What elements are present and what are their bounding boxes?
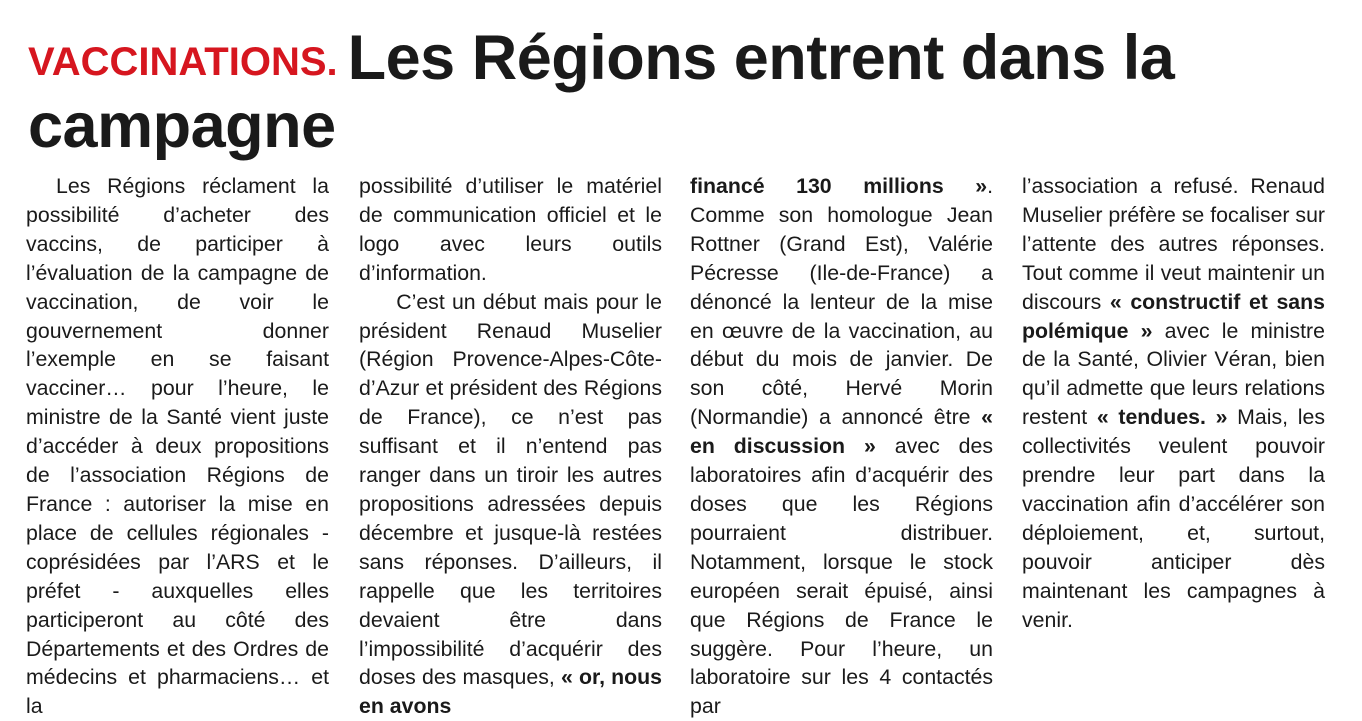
article-column-3 <box>690 172 993 721</box>
text-segment: Mais, les collectivités veulent pouvoir prendre leur part dans la vaccination afin d’accélérer son déploiement, et, surtout, pouvoir anticiper dès maintenant les campagnes à venir. <box>1022 405 1325 632</box>
headline-title: Les Régions entrent dans la campagne <box>28 23 1175 161</box>
headline-kicker: VACCINATIONS. <box>28 40 338 84</box>
quote-segment: financé 130 millions » <box>690 174 988 198</box>
quote-segment: « en discussion » <box>690 405 993 459</box>
text-segment: l’association a refusé. Renaud Muselier préfère se focaliser sur l’attente des autres réponses. Tout comme il veut maintenir un discours <box>1022 174 1326 314</box>
text-segment: avec le ministre de la Santé, Olivier Véran, bien qu’il admette que leurs relations restent <box>1022 318 1325 430</box>
quote-segment: « or, nous en avons <box>359 665 663 719</box>
text-segment: avec des laboratoires afin d’acquérir des doses que les Régions pourraient distribuer. Notamment, lorsque le stock européen serait épuisé, ainsi que Régions de France le suggère. Pour l’heure, un laboratoire sur les 4 contactés par <box>690 434 993 719</box>
article-column-2 <box>359 172 662 721</box>
quote-segment: « constructif et sans polémique » <box>1022 289 1325 343</box>
quote-segment: « tendues. » <box>1096 405 1228 430</box>
text-segment: . Comme son homologue Jean Rottner (Grand Est), Valérie Pécresse (Ile-de-France) a dénoncé la lenteur de la mise en œuvre de la vaccination, au début du mois de janvier. De son côté, Hervé Morin (Normandie) a annoncé être <box>690 174 993 430</box>
text-segment: possibilité d’utiliser le matériel de communication officiel et le logo avec leurs outils d’information. <box>359 174 662 285</box>
headline <box>28 23 1338 161</box>
article-column-1 <box>26 172 329 721</box>
article-column-4 <box>1022 172 1325 635</box>
text-segment: Les Régions réclament la possibilité d’acheter des vaccins, de participer à l’évaluation de la campagne de vaccination, de voir le gouvernement donner l’exemple en se faisant vacciner… pour l’heure, le ministre de la Santé vient juste d’accéder à deux propositions de l’association Régions de France : autoriser la mise en place de cellules régionales - coprésidées par l’ARS et le préfet - auxquelles elles participeront au côté des Départements et des Ordres de médecins et pharmaciens… et la <box>26 174 329 719</box>
text-segment: C’est un début mais pour le président Renaud Muselier (Région Provence-Alpes-Côte-d’Azur et président des Régions de France), ce n’est pas suffisant et il n’entend pas ranger dans un tiroir les autres propositions adressées depuis décembre et jusque-là restées sans réponses. D’ailleurs, il rappelle que les territoires devaient être dans l’impossibilité d’acquérir des doses des masques, <box>359 289 662 690</box>
